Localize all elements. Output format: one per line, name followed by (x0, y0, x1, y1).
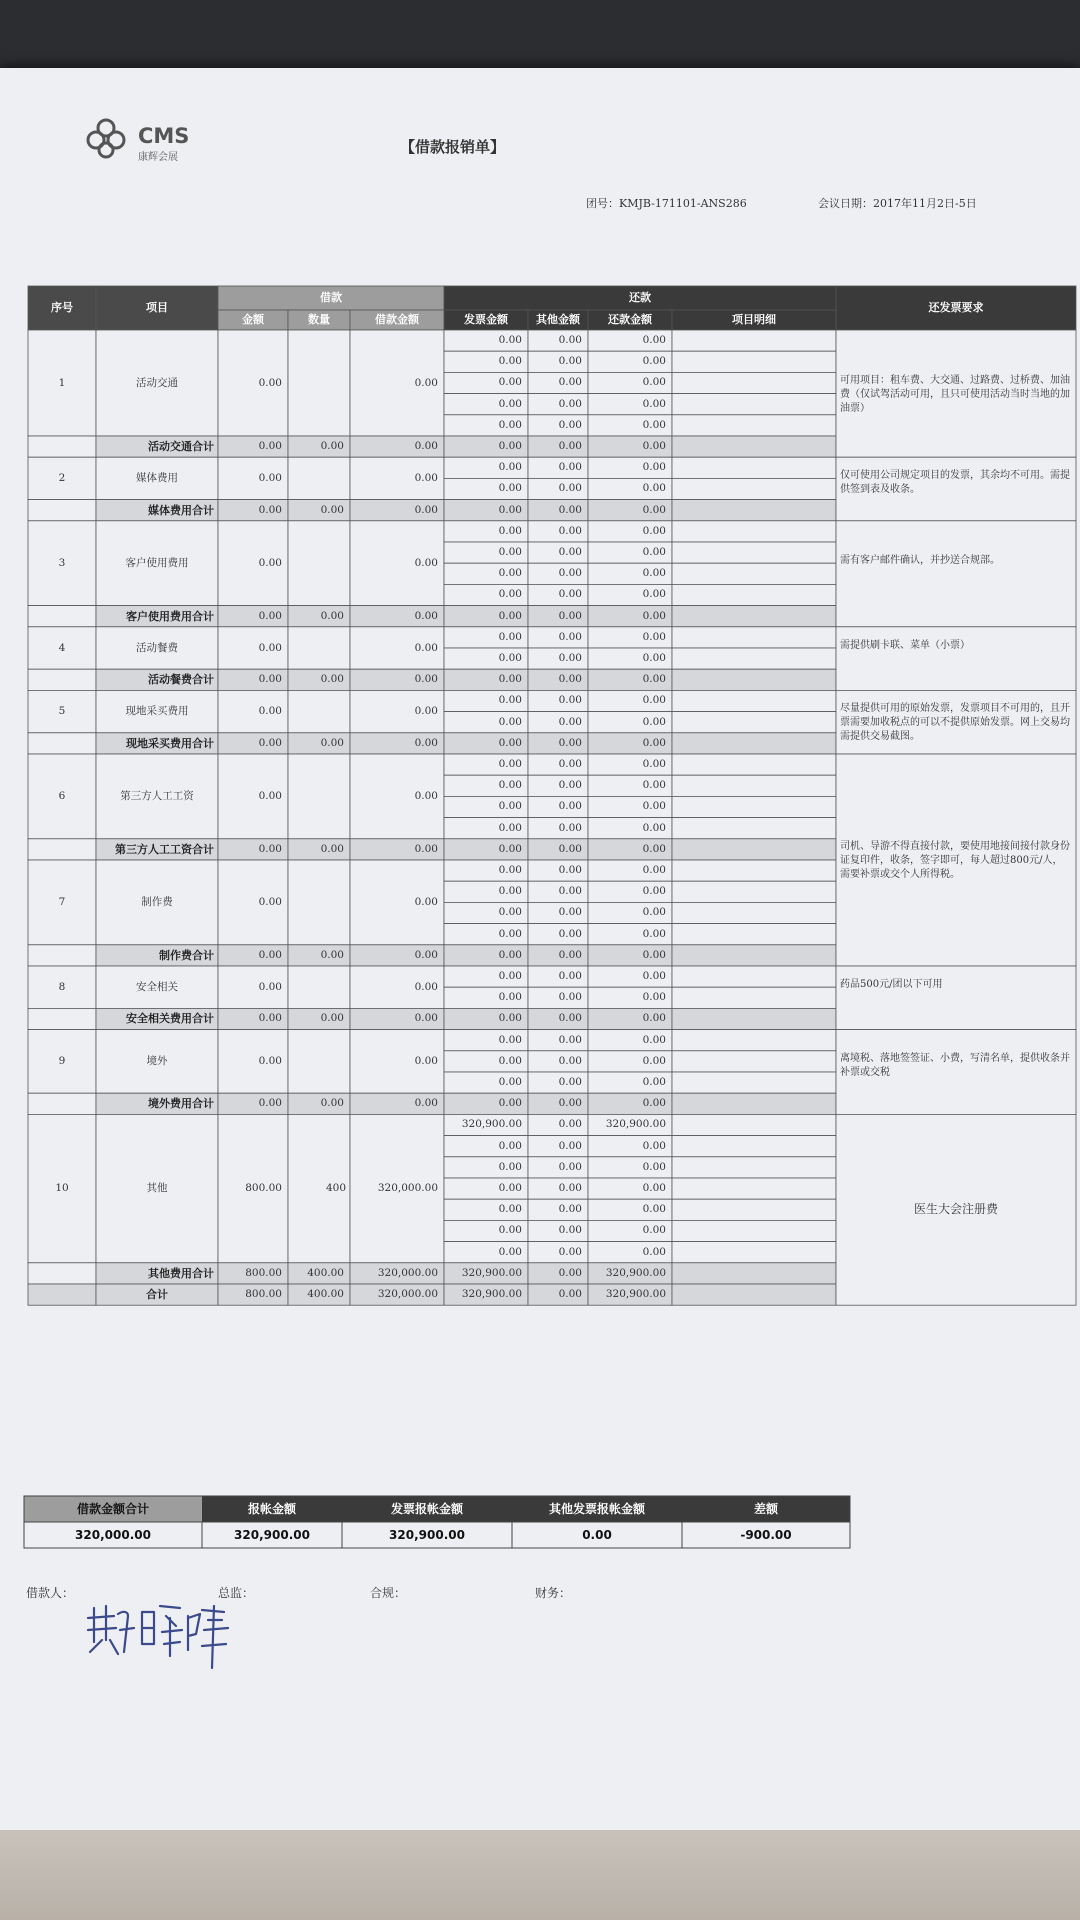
subtotal-value: 0.00 (258, 736, 282, 749)
subtotal-value: 0.00 (642, 440, 666, 452)
subtotal-value: 0.00 (642, 842, 666, 855)
subtotal-value: 320,000.00 (377, 1266, 438, 1279)
other-amount-value: 0.00 (558, 461, 582, 474)
subtotal-value: 0.00 (258, 842, 282, 855)
other-amount-value: 0.00 (558, 758, 582, 770)
other-amount-value: 0.00 (558, 1224, 582, 1237)
repay-amount-value: 0.00 (642, 546, 666, 558)
subtotal-value: 320,900.00 (461, 1266, 522, 1279)
other-amount-value: 0.00 (558, 821, 582, 834)
row-item-name: 境外 (146, 1054, 168, 1067)
finance-label: 财务： (535, 1586, 572, 1600)
other-amount-value: 0.00 (558, 1182, 582, 1194)
header-repay: 还款 (629, 291, 651, 304)
invoice-amount-value: 0.00 (498, 567, 522, 580)
other-amount-value: 0.00 (558, 1076, 582, 1088)
summary-header-reimbursed: 报帐金额 (202, 1496, 342, 1522)
row-loan-amount: 800.00 (245, 1182, 282, 1195)
invoice-amount-value: 0.00 (498, 779, 522, 792)
invoice-amount-value: 0.00 (498, 630, 522, 643)
repay-amount-value: 0.00 (642, 1033, 666, 1046)
director-label: 总监： (218, 1586, 255, 1600)
row-loan-amount: 0.00 (258, 377, 282, 389)
subtotal-label: 制作费合计 (159, 948, 214, 962)
invoice-amount-value: 320,900.00 (461, 1118, 522, 1131)
row-loan-amount: 0.00 (258, 705, 282, 718)
subtotal-label: 第三方人工工资合计 (115, 842, 214, 856)
summary-reimbursed: 320,900.00 (234, 1528, 310, 1542)
repay-amount-value: 0.00 (642, 758, 666, 770)
subtotal-label: 现地采买费用合计 (126, 736, 214, 750)
invoice-requirement-text: 需提供刷卡联、菜单（小票） (840, 639, 970, 651)
subtotal-value: 0.00 (558, 842, 582, 855)
row-loan-total: 0.00 (414, 1054, 438, 1067)
invoice-amount-value: 0.00 (498, 821, 522, 834)
repay-amount-value: 0.00 (642, 355, 666, 368)
header-loan-total: 借款金额 (375, 313, 419, 326)
row-item-name: 媒体费用 (136, 472, 178, 485)
header-item: 项目 (146, 301, 168, 314)
row-seq: 10 (55, 1182, 69, 1195)
subtotal-value: 0.00 (414, 1012, 438, 1025)
invoice-amount-value: 0.00 (498, 397, 522, 410)
row-loan-total: 0.00 (414, 981, 438, 993)
subtotal-value: 0.00 (320, 609, 344, 622)
subtotal-value: 0.00 (258, 673, 282, 686)
row-item-name: 制作费 (141, 896, 173, 908)
subtotal-value: 0.00 (642, 736, 666, 749)
subtotal-value: 0.00 (258, 1012, 282, 1025)
repay-amount-value: 0.00 (642, 652, 666, 664)
subtotal-value: 0.00 (558, 1266, 582, 1279)
subtotal-value: 0.00 (642, 1097, 666, 1110)
header-invoice-requirements: 还发票要求 (928, 301, 984, 314)
invoice-amount-value: 0.00 (498, 355, 522, 368)
summary-header-difference: 差额 (682, 1496, 850, 1522)
grand-total-value: 320,900.00 (605, 1288, 666, 1300)
repay-amount-value: 0.00 (642, 1224, 666, 1237)
other-amount-value: 0.00 (558, 376, 582, 389)
subtotal-value: 400.00 (307, 1266, 344, 1279)
repay-amount-value: 0.00 (642, 1203, 666, 1216)
row-loan-amount: 0.00 (258, 1054, 282, 1067)
row-loan-amount: 0.00 (258, 641, 282, 654)
invoice-amount-value: 0.00 (498, 652, 522, 664)
invoice-amount-value: 0.00 (498, 906, 522, 919)
grand-total-value: 400.00 (307, 1288, 344, 1300)
invoice-requirement-text: 药品500元/团以下可用 (840, 978, 943, 990)
other-amount-value: 0.00 (558, 630, 582, 643)
row-loan-total: 0.00 (414, 790, 438, 802)
compliance-label: 合规： (370, 1586, 407, 1600)
other-amount-value: 0.00 (558, 800, 582, 813)
repay-amount-value: 0.00 (642, 800, 666, 813)
row-seq: 1 (58, 377, 66, 389)
row-seq: 7 (58, 896, 66, 908)
subtotal-label: 安全相关费用合计 (126, 1012, 214, 1026)
invoice-amount-value: 0.00 (498, 524, 522, 537)
subtotal-value: 320,900.00 (605, 1266, 666, 1279)
invoice-amount-value: 0.00 (498, 588, 522, 601)
subtotal-value: 0.00 (498, 673, 522, 686)
grand-total-value: 320,900.00 (461, 1288, 522, 1300)
subtotal-value: 0.00 (642, 1012, 666, 1025)
subtotal-value: 0.00 (414, 503, 438, 516)
row-item-name: 活动餐费 (136, 641, 178, 654)
invoice-amount-value: 0.00 (498, 546, 522, 558)
repay-amount-value: 0.00 (642, 1160, 666, 1173)
subtotal-value: 0.00 (642, 948, 666, 961)
repay-amount-value: 0.00 (642, 1076, 666, 1088)
invoice-amount-value: 0.00 (498, 1033, 522, 1046)
header-repay-amount: 还款金额 (608, 313, 652, 326)
subtotal-value: 0.00 (414, 1097, 438, 1110)
subtotal-value: 0.00 (320, 503, 344, 516)
subtotal-value: 800.00 (245, 1266, 282, 1279)
invoice-amount-value: 0.00 (498, 927, 522, 940)
borrower-signature (84, 1596, 234, 1674)
other-amount-value: 0.00 (558, 482, 582, 495)
invoice-requirement-text: 离境税、落地签签证、小费，写清名单，提供收条并补票或交税 (840, 1053, 1070, 1078)
repay-amount-value: 0.00 (642, 885, 666, 898)
other-amount-value: 0.00 (558, 524, 582, 537)
invoice-amount-value: 0.00 (498, 864, 522, 876)
subtotal-value: 0.00 (558, 1012, 582, 1025)
invoice-amount-value: 0.00 (498, 1203, 522, 1216)
subtotal-value: 0.00 (320, 842, 344, 855)
header-invoice-amount: 发票金额 (464, 313, 508, 326)
meeting-date: 会议日期：2017年11月2日-5日 (818, 197, 977, 210)
row-seq: 9 (58, 1054, 66, 1067)
other-amount-value: 0.00 (558, 1245, 582, 1258)
repay-amount-value: 0.00 (642, 779, 666, 792)
row-seq: 3 (58, 556, 66, 569)
row-item-name: 其他 (146, 1182, 168, 1195)
invoice-amount-value: 0.00 (498, 461, 522, 474)
header-seq: 序号 (51, 301, 73, 314)
repay-amount-value: 0.00 (642, 397, 666, 410)
row-loan-total: 0.00 (414, 556, 438, 569)
repay-amount-value: 0.00 (642, 694, 666, 707)
repay-amount-value: 0.00 (642, 1245, 666, 1258)
other-amount-value: 0.00 (558, 1139, 582, 1152)
other-amount-value: 0.00 (558, 334, 582, 346)
header-other-amount: 其他金额 (536, 313, 580, 326)
invoice-amount-value: 0.00 (498, 1224, 522, 1237)
invoice-amount-value: 0.00 (498, 376, 522, 389)
subtotal-value: 0.00 (258, 948, 282, 961)
summary-other-invoice: 0.00 (582, 1528, 612, 1542)
invoice-amount-value: 0.00 (498, 1160, 522, 1173)
repay-amount-value: 0.00 (642, 991, 666, 1004)
row-loan-amount: 0.00 (258, 896, 282, 908)
summary-invoice: 320,900.00 (389, 1528, 465, 1542)
subtotal-label: 客户使用费用合计 (126, 609, 214, 623)
row-loan-total: 0.00 (414, 472, 438, 485)
other-amount-value: 0.00 (558, 864, 582, 876)
grand-total-value: 800.00 (245, 1288, 282, 1300)
subtotal-value: 0.00 (258, 609, 282, 622)
repay-amount-value: 0.00 (642, 630, 666, 643)
row-loan-amount: 0.00 (258, 981, 282, 993)
subtotal-value: 0.00 (498, 1097, 522, 1110)
subtotal-value: 0.00 (414, 609, 438, 622)
repay-amount-value: 0.00 (642, 715, 666, 728)
other-amount-value: 0.00 (558, 588, 582, 601)
subtotal-value: 0.00 (320, 440, 344, 452)
invoice-requirement-text: 仅可使用公司规定项目的发票，其余均不可用。需提供签到表及收条。 (840, 470, 1070, 495)
row-item-name: 现地采买费用 (125, 705, 189, 718)
subtotal-value: 0.00 (558, 1097, 582, 1110)
row-item-name: 客户使用费用 (125, 556, 189, 569)
invoice-requirement-text: 需有客户邮件确认，并抄送合规部。 (840, 554, 1000, 566)
subtotal-value: 0.00 (320, 1012, 344, 1025)
other-amount-value: 0.00 (558, 1203, 582, 1216)
row-loan-total: 0.00 (414, 641, 438, 654)
subtotal-value: 0.00 (258, 503, 282, 516)
subtotal-value: 0.00 (642, 673, 666, 686)
summary-header-other-invoice: 其他发票报帐金额 (512, 1496, 682, 1522)
header-item-detail: 项目明细 (732, 313, 776, 326)
repay-amount-value: 0.00 (642, 970, 666, 982)
subtotal-value: 0.00 (414, 736, 438, 749)
row-loan-total: 0.00 (414, 705, 438, 718)
subtotal-value: 0.00 (498, 842, 522, 855)
subtotal-value: 0.00 (498, 1012, 522, 1025)
borrower-label: 借款人： (26, 1586, 75, 1600)
invoice-amount-value: 0.00 (498, 482, 522, 495)
summary-header-invoice: 发票报帐金额 (342, 1496, 512, 1522)
subtotal-value: 0.00 (498, 440, 522, 452)
header-loan: 借款 (320, 291, 342, 304)
subtotal-value: 0.00 (642, 609, 666, 622)
subtotal-value: 0.00 (558, 948, 582, 961)
subtotal-label: 媒体费用合计 (148, 503, 214, 517)
document-title: 【借款报销单】 (400, 138, 506, 156)
header-loan-amount: 金额 (242, 313, 264, 326)
summary-loan-total: 320,000.00 (75, 1528, 151, 1542)
repay-amount-value: 0.00 (642, 588, 666, 601)
subtotal-value: 0.00 (558, 609, 582, 622)
invoice-amount-value: 0.00 (498, 970, 522, 982)
invoice-amount-value: 0.00 (498, 1245, 522, 1258)
other-amount-value: 0.00 (558, 546, 582, 558)
grand-total-value: 320,000.00 (377, 1288, 438, 1300)
other-amount-value: 0.00 (558, 567, 582, 580)
invoice-amount-value: 0.00 (498, 694, 522, 707)
subtotal-value: 0.00 (558, 503, 582, 516)
invoice-amount-value: 0.00 (498, 715, 522, 728)
subtotal-value: 0.00 (498, 609, 522, 622)
invoice-amount-value: 0.00 (498, 991, 522, 1004)
subtotal-value: 0.00 (558, 440, 582, 452)
repay-amount-value: 0.00 (642, 1054, 666, 1067)
grand-total-value: 0.00 (558, 1288, 582, 1300)
subtotal-value: 0.00 (320, 736, 344, 749)
other-amount-value: 0.00 (558, 355, 582, 368)
grand-total-label: 合计 (146, 1288, 168, 1301)
other-amount-value: 0.00 (558, 1054, 582, 1067)
subtotal-value: 0.00 (642, 503, 666, 516)
other-amount-value: 0.00 (558, 1033, 582, 1046)
invoice-requirement-text: 医生大会注册费 (913, 1201, 998, 1216)
invoice-requirement-text: 司机、导游不得直接付款，要使用地接间接付款身份证复印件，收条，签字即可，每人超过800元/人，需要补票或交个人所得税。 (840, 841, 1070, 880)
repay-amount-value: 0.00 (642, 567, 666, 580)
row-seq: 5 (58, 705, 66, 718)
other-amount-value: 0.00 (558, 397, 582, 410)
other-amount-value: 0.00 (558, 885, 582, 898)
row-seq: 8 (58, 981, 66, 993)
subtotal-label: 其他费用合计 (148, 1266, 214, 1280)
invoice-requirement-text: 可用项目：租车费、大交通、过路费、过桥费、加油费（仅试驾活动可用，且只可使用活动当时当地的加油票） (840, 374, 1070, 414)
row-loan-qty: 400 (325, 1182, 346, 1195)
other-amount-value: 0.00 (558, 906, 582, 919)
logo-subtext: 康辉会展 (138, 152, 178, 163)
other-amount-value: 0.00 (558, 991, 582, 1004)
repay-amount-value: 0.00 (642, 906, 666, 919)
subtotal-value: 0.00 (414, 440, 438, 452)
repay-amount-value: 0.00 (642, 1182, 666, 1194)
other-amount-value: 0.00 (558, 694, 582, 707)
subtotal-value: 0.00 (258, 440, 282, 452)
subtotal-label: 境外费用合计 (148, 1097, 214, 1111)
other-amount-value: 0.00 (558, 927, 582, 940)
invoice-amount-value: 0.00 (498, 758, 522, 770)
invoice-requirement-text: 尽量提供可用的原始发票，发票项目不可用的，且开票需要加收税点的可以不提供原始发票。网上交易均需提供交易截图。 (840, 703, 1070, 743)
invoice-amount-value: 0.00 (498, 1054, 522, 1067)
row-seq: 4 (58, 641, 66, 654)
subtotal-value: 0.00 (498, 948, 522, 961)
repay-amount-value: 0.00 (642, 461, 666, 474)
invoice-amount-value: 0.00 (498, 885, 522, 898)
other-amount-value: 0.00 (558, 1118, 582, 1131)
subtotal-value: 0.00 (558, 736, 582, 749)
subtotal-value: 0.00 (414, 948, 438, 961)
repay-amount-value: 0.00 (642, 524, 666, 537)
other-amount-value: 0.00 (558, 715, 582, 728)
repay-amount-value: 0.00 (642, 334, 666, 346)
subtotal-value: 0.00 (320, 948, 344, 961)
row-item-name: 安全相关 (136, 981, 178, 993)
repay-amount-value: 0.00 (642, 864, 666, 876)
subtotal-value: 0.00 (558, 673, 582, 686)
repay-amount-value: 0.00 (642, 376, 666, 389)
summary-difference: -900.00 (740, 1528, 792, 1542)
group-number: 团号：KMJB-171101-ANS286 (586, 197, 747, 210)
invoice-amount-value: 0.00 (498, 1139, 522, 1152)
row-item-name: 活动交通 (136, 377, 178, 389)
other-amount-value: 0.00 (558, 1160, 582, 1173)
subtotal-label: 活动餐费合计 (148, 673, 214, 687)
row-loan-total: 0.00 (414, 896, 438, 908)
invoice-amount-value: 0.00 (498, 1076, 522, 1088)
other-amount-value: 0.00 (558, 652, 582, 664)
subtotal-value: 0.00 (414, 673, 438, 686)
logo-text: CMS (138, 124, 190, 148)
header-loan-qty: 数量 (308, 313, 330, 326)
invoice-amount-value: 0.00 (498, 1182, 522, 1194)
repay-amount-value: 320,900.00 (605, 1118, 666, 1131)
repay-amount-value: 0.00 (642, 821, 666, 834)
repay-amount-value: 0.00 (642, 482, 666, 495)
invoice-amount-value: 0.00 (498, 418, 522, 431)
repay-amount-value: 0.00 (642, 927, 666, 940)
row-loan-total: 0.00 (414, 377, 438, 389)
row-loan-amount: 0.00 (258, 556, 282, 569)
subtotal-value: 0.00 (320, 1097, 344, 1110)
subtotal-value: 0.00 (320, 673, 344, 686)
other-amount-value: 0.00 (558, 418, 582, 431)
summary-header-loan-total: 借款金额合计 (24, 1496, 202, 1522)
row-seq: 2 (58, 472, 66, 485)
row-loan-total: 320,000.00 (377, 1182, 438, 1195)
repay-amount-value: 0.00 (642, 418, 666, 431)
row-loan-amount: 0.00 (258, 790, 282, 802)
repay-amount-value: 0.00 (642, 1139, 666, 1152)
row-item-name: 第三方人工工资 (120, 790, 194, 802)
subtotal-value: 0.00 (498, 503, 522, 516)
invoice-amount-value: 0.00 (498, 334, 522, 346)
other-amount-value: 0.00 (558, 970, 582, 982)
subtotal-value: 0.00 (498, 736, 522, 749)
row-loan-amount: 0.00 (258, 472, 282, 485)
invoice-amount-value: 0.00 (498, 800, 522, 813)
subtotal-value: 0.00 (414, 842, 438, 855)
other-amount-value: 0.00 (558, 779, 582, 792)
subtotal-value: 0.00 (258, 1097, 282, 1110)
row-seq: 6 (58, 790, 66, 802)
subtotal-label: 活动交通合计 (148, 440, 214, 453)
